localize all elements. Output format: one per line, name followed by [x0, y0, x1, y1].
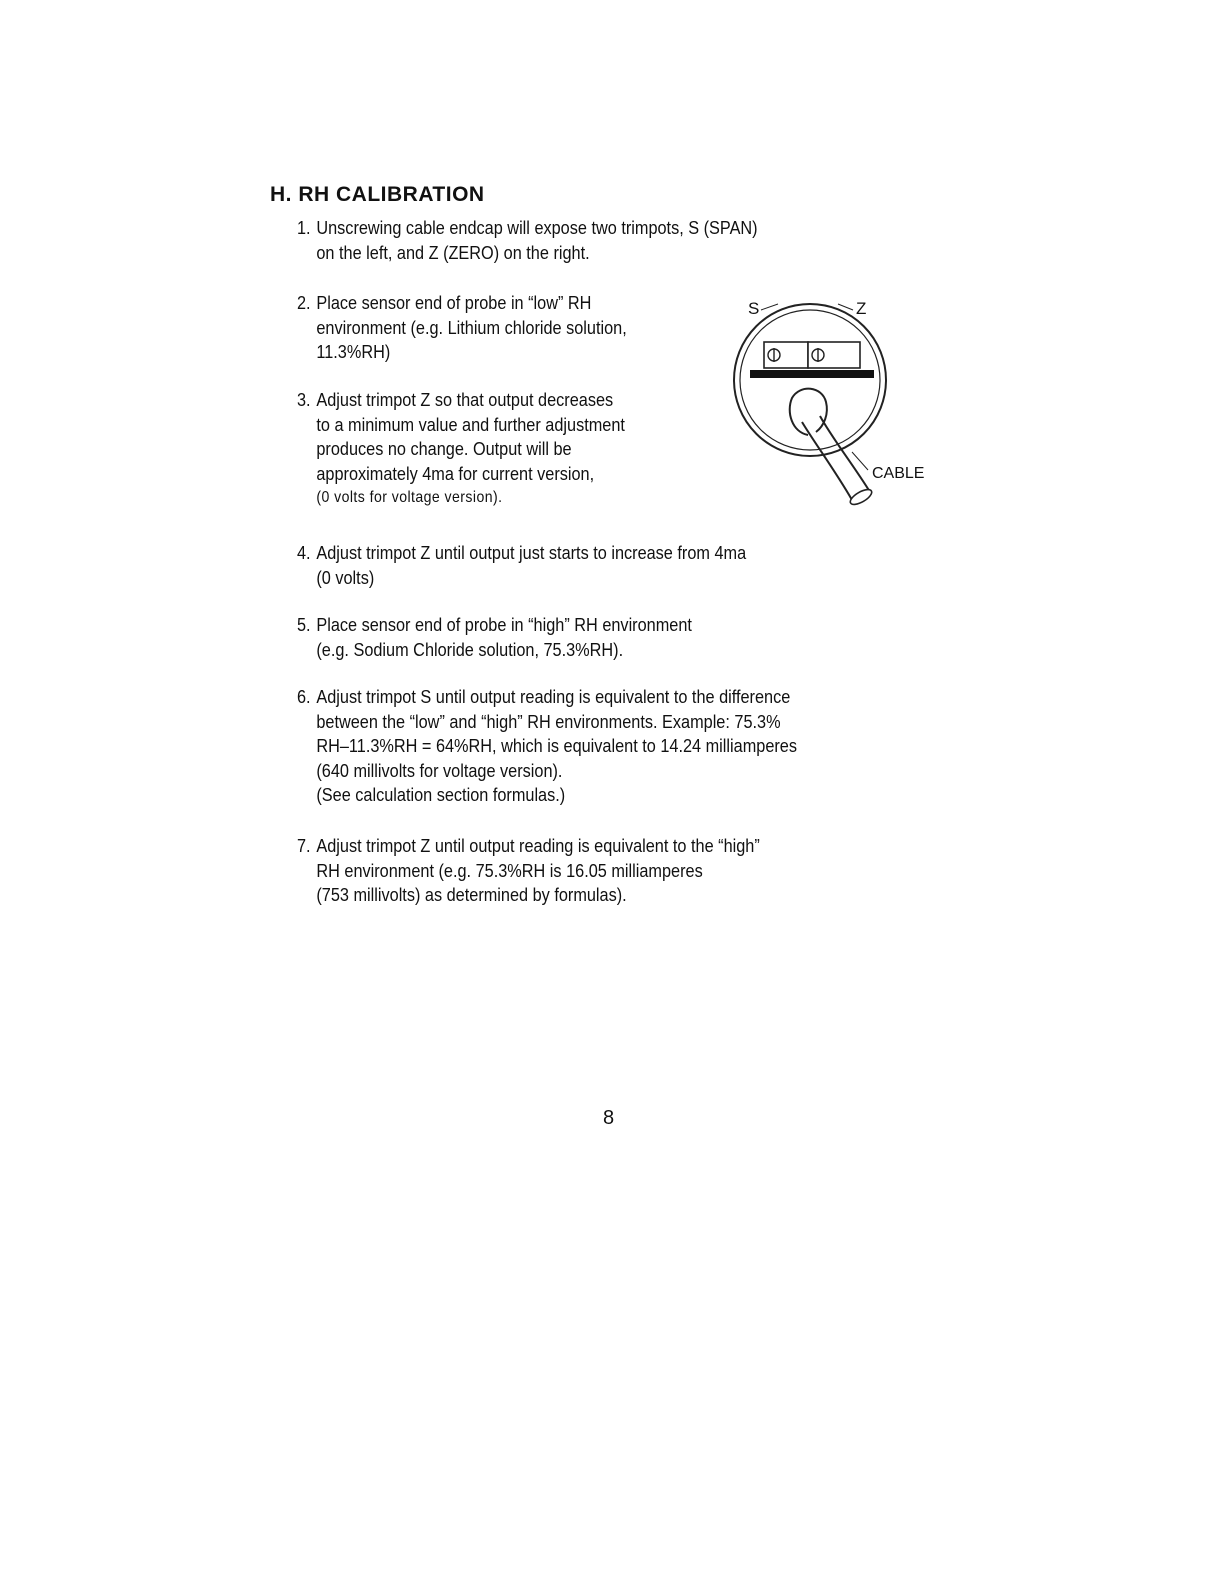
step-line: (0 volts for voltage version).	[316, 489, 503, 506]
step-line: Place sensor end of probe in “low” RH	[316, 292, 592, 313]
step-number: 2.	[297, 292, 311, 313]
step-line: Adjust trimpot Z until output just starts to increase from 4ma	[316, 542, 747, 563]
cable-loop	[790, 389, 827, 435]
step-line: (0 volts)	[316, 566, 375, 588]
step-line: Unscrewing cable endcap will expose two trimpots, S (SPAN)	[316, 217, 758, 238]
step-line: 11.3%RH)	[316, 341, 391, 362]
step-line: produces no change. Output will be	[316, 438, 572, 459]
step-4	[297, 541, 746, 590]
step-number: 3.	[297, 389, 311, 410]
step-7	[297, 834, 760, 908]
label-cable: CABLE	[872, 465, 925, 482]
step-number: 4.	[297, 542, 311, 563]
step-line: on the left, and Z (ZERO) on the right.	[316, 241, 590, 263]
step-1	[297, 216, 758, 265]
page-number: 8	[603, 1107, 615, 1129]
step-3	[297, 388, 625, 511]
step-number: 1.	[297, 217, 311, 238]
circuit-board-bar	[750, 370, 874, 378]
cable-left-edge	[802, 422, 852, 500]
step-line: Adjust trimpot Z until output reading is equivalent to the “high”	[316, 835, 760, 856]
section-heading: H. RH CALIBRATION	[270, 183, 485, 206]
step-line: Adjust trimpot Z so that output decreases	[316, 389, 614, 410]
trimpot-s	[764, 342, 808, 368]
step-number: 5.	[297, 614, 311, 635]
trimpot-z	[808, 342, 860, 368]
step-line: Adjust trimpot S until output reading is equivalent to the difference	[316, 686, 791, 707]
step-line: RH environment (e.g. 75.3%RH is 16.05 milliamperes	[316, 859, 703, 881]
step-5	[297, 613, 692, 662]
step-line: to a minimum value and further adjustment	[316, 413, 625, 435]
label-s: S	[748, 299, 760, 318]
step-line: approximately 4ma for current version,	[316, 462, 595, 484]
label-z-leader	[838, 304, 853, 310]
cable-end	[848, 487, 874, 508]
step-number: 7.	[297, 835, 311, 856]
step-line: (640 millivolts for voltage version).	[316, 759, 563, 781]
label-z: Z	[856, 299, 867, 318]
endcap-inner-ring	[740, 310, 880, 450]
label-s-leader	[761, 304, 778, 310]
step-line: (e.g. Sodium Chloride solution, 75.3%RH).	[316, 638, 624, 660]
step-line: (See calculation section formulas.)	[316, 784, 566, 805]
step-line: RH–11.3%RH = 64%RH, which is equivalent to 14.24 milliamperes	[316, 735, 798, 756]
step-number: 6.	[297, 686, 311, 707]
step-line: between the “low” and “high” RH environments. Example: 75.3%	[316, 710, 781, 732]
step-2	[297, 291, 627, 365]
step-line: environment (e.g. Lithium chloride solution,	[316, 316, 627, 338]
step-line: Place sensor end of probe in “high” RH environment	[316, 614, 692, 635]
step-line: (753 millivolts) as determined by formulas).	[316, 884, 627, 905]
step-6	[297, 685, 797, 808]
probe-endcap-diagram	[730, 292, 940, 522]
